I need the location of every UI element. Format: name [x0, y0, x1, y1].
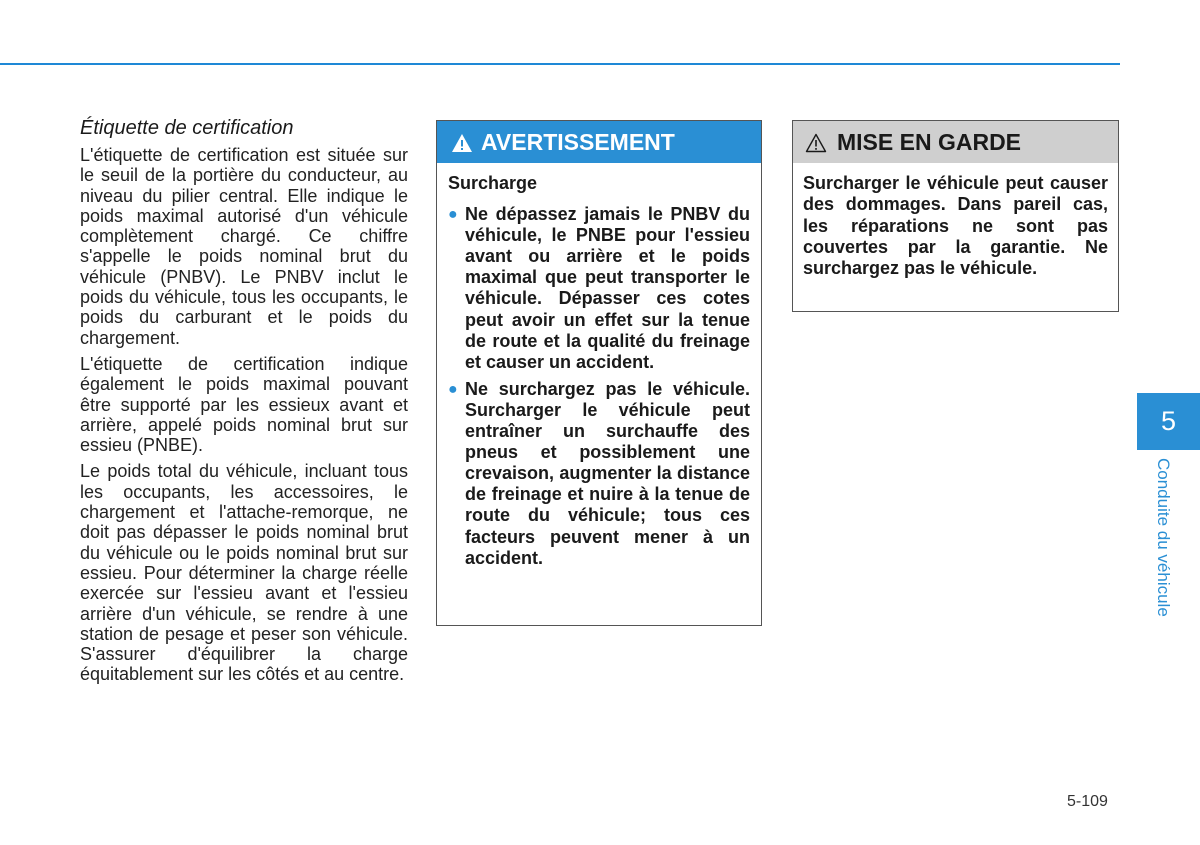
section-title: Étiquette de certification	[80, 117, 294, 139]
caution-header	[793, 121, 1118, 163]
warning-subtitle: Surcharge	[448, 173, 538, 193]
paragraph-2: L'étiquette de certification indique également le poids maximal pouvant être supporté par les essieux avant et arrière, appelé poids nominal brut sur essieu (PNBE).	[80, 353, 408, 456]
bullet-dot-icon: ●	[448, 380, 458, 398]
warning-title: AVERTISSEMENT	[481, 128, 675, 155]
paragraph-1: L'étiquette de certification est située sur le seuil de la portière du conducteur, au niveau du pilier central. Elle indique le poids maximal autorisé d'un véhicule complètement chargé. Ce chiffre s'appelle le poids nominal brut du véhicule (PNBV). Le PNBV inclut le poids du véhicule, tous les occupants, le poids du carburant et le poids du chargement.	[80, 145, 408, 348]
warning-bullet	[448, 379, 750, 569]
caution-triangle-icon	[805, 132, 827, 152]
warning-bullet-text: Ne dépassez jamais le PNBV du véhicule, le PNBE pour l'essieu avant ou arrière et le poids maximal que peut transporter le véhicule. Dépasser ces cotes peut avoir un effet sur la tenue de route et la qualité du freinage et causer un accident.	[465, 204, 750, 372]
bullet-dot-icon: ●	[448, 206, 458, 224]
page-number: 5-109	[1067, 793, 1108, 810]
warning-body	[437, 163, 761, 569]
warning-triangle-icon	[451, 132, 473, 152]
caution-title: MISE EN GARDE	[837, 128, 1022, 155]
paragraph-3: Le poids total du véhicule, incluant tous les occupants, les accessoires, le chargement et l'attache-remorque, ne doit pas dépasser le poids nominal brut du véhicule ou le poids nominal brut sur essieu. Pour déterminer la charge réelle exercée sur l'essieu avant et l'essieu arrière d'un véhicule, se rendre à une station de pesage et peser son véhicule. S'assurer d'équilibrer la charge équitablement sur les côtés et au centre.	[80, 461, 408, 685]
warning-bullet-text: Ne surchargez pas le véhicule. Surcharger le véhicule peut entraîner un surchauffe des pneus et possiblement une crevaison, augmenter la distance de freinage et nuire à la tenue de route du véhicule; tous ces facteurs peuvent mener à un accident.	[465, 378, 750, 568]
warning-header	[437, 121, 761, 163]
warning-bullet	[448, 204, 750, 373]
chapter-tab: 5	[1137, 393, 1200, 450]
left-column	[80, 116, 408, 691]
caution-box	[792, 120, 1119, 312]
warning-box	[436, 120, 762, 626]
chapter-title: Conduite du véhicule	[1154, 458, 1173, 617]
caution-text: Surcharger le véhicule peut causer des dommages. Dans pareil cas, les réparations ne sont pas couvertes par la garantie. Ne surchargez pas le véhicule.	[803, 173, 1108, 279]
top-rule	[0, 63, 1120, 65]
